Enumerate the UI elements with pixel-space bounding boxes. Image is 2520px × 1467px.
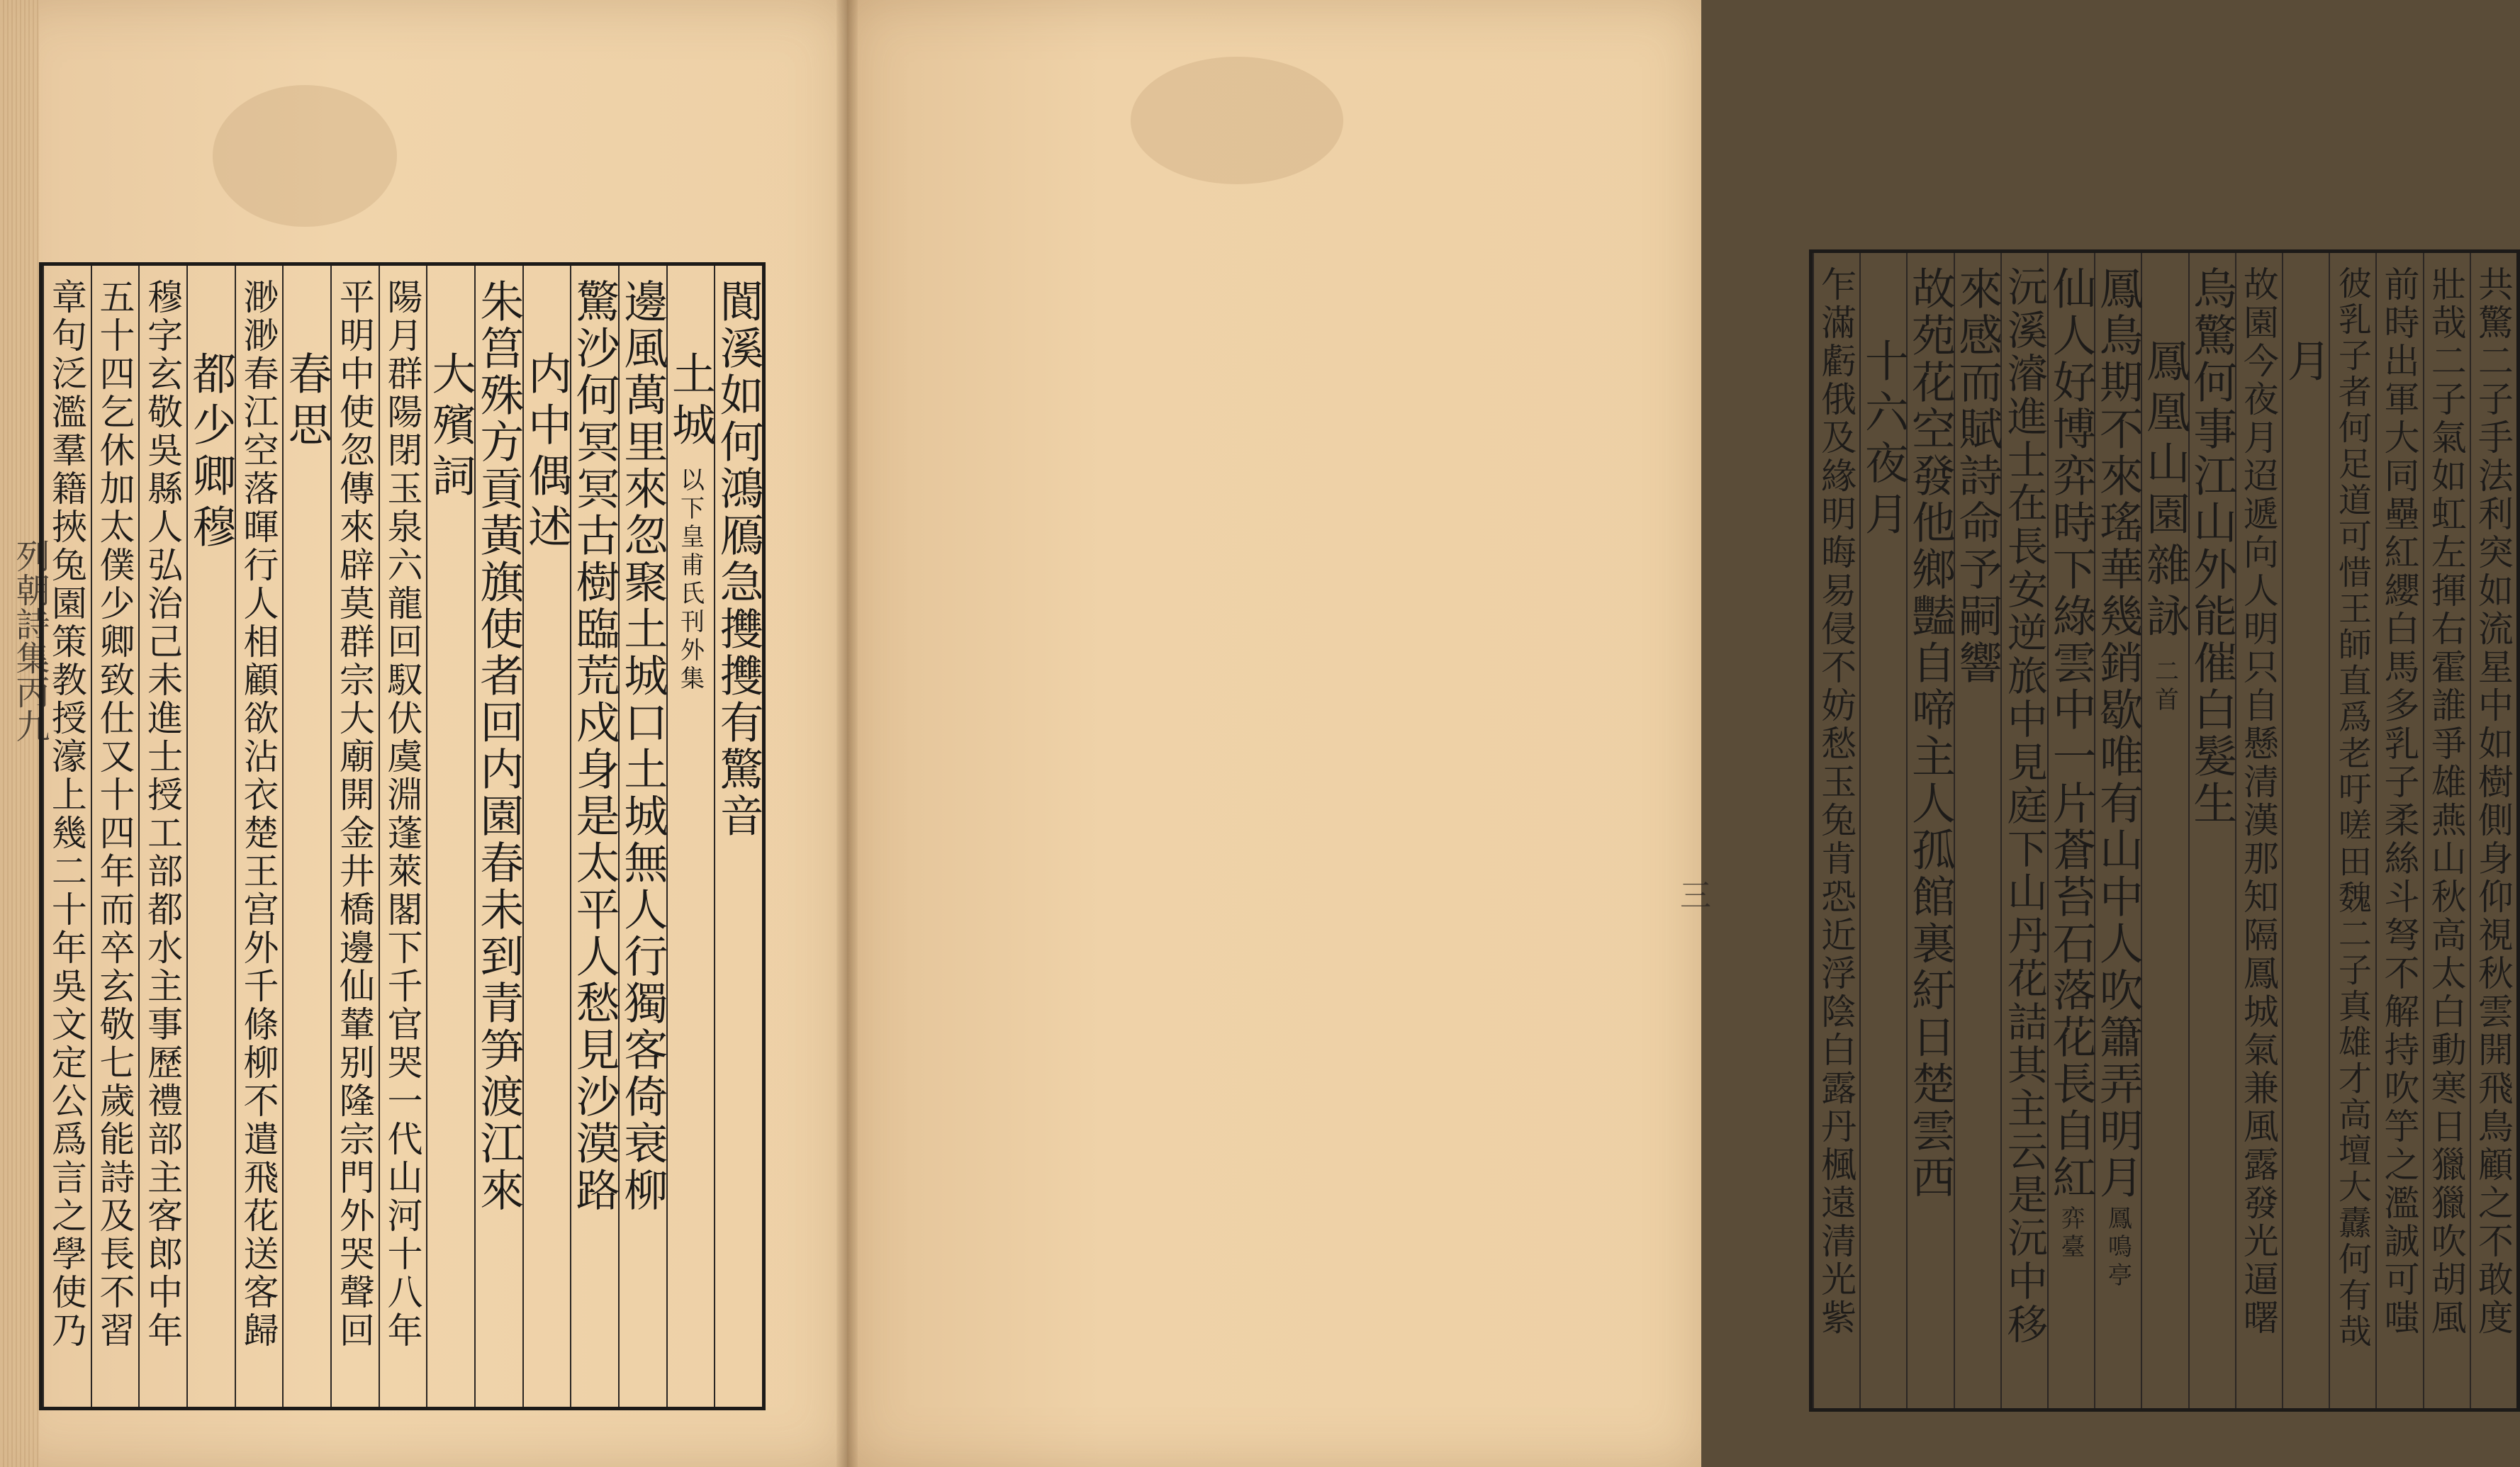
poem-title: 月 bbox=[2280, 338, 2332, 389]
poem-title: 大殯詞 bbox=[425, 351, 477, 504]
text-column bbox=[235, 266, 283, 1407]
poem-title: 春思 bbox=[281, 351, 333, 453]
text-column bbox=[618, 266, 666, 1407]
text-column bbox=[569, 266, 621, 1407]
annotation-note: 弈臺 bbox=[2056, 1205, 2085, 1262]
poem-title: 都少卿穆 bbox=[184, 351, 237, 555]
text-column bbox=[1951, 253, 2003, 1408]
annotation-note: 二首 bbox=[2150, 658, 2179, 715]
text-column bbox=[666, 266, 715, 1407]
text-line: 渺渺春江空落暉行人相顧欲沾衣楚王宫外千條柳不遣飛花送客歸 bbox=[237, 279, 279, 1350]
text-line: 平明中使忽傳來辟莫群宗大廟開金井橋邊仙輦别隆宗門外哭聲回 bbox=[333, 279, 375, 1350]
text-column bbox=[1904, 253, 1956, 1408]
text-column bbox=[2329, 253, 2375, 1408]
text-column bbox=[2375, 253, 2422, 1408]
text-column bbox=[281, 266, 333, 1407]
text-column bbox=[2139, 253, 2191, 1408]
text-column bbox=[712, 266, 765, 1407]
text-line: 乍滿虧俄及緣明晦易侵不妨愁玉兔肯恐近浮陰白露丹楓遠清光紫 bbox=[1815, 266, 1857, 1337]
text-line: 閬溪如何鴻鴈急㩳㩳有驚音 bbox=[712, 279, 765, 840]
text-column bbox=[2000, 253, 2047, 1408]
text-column bbox=[522, 266, 571, 1407]
text-column bbox=[2423, 253, 2470, 1408]
text-column bbox=[330, 266, 379, 1407]
text-line: 章句泛濫羣籍挾兔園策教授濠上幾二十年吳文定公爲言之學使乃 bbox=[45, 279, 87, 1350]
text-line: 驚沙何冥冥古樹臨荒戍身是太平人愁見沙漠路 bbox=[569, 279, 621, 1214]
text-column bbox=[186, 266, 235, 1407]
text-column bbox=[1857, 253, 1910, 1408]
text-column bbox=[2185, 253, 2238, 1408]
text-line: 壯哉二子氣如虹左揮右霍誰爭雄燕山秋高太白動寒日獵獵吹胡風 bbox=[2425, 266, 2467, 1337]
text-line: 鳳鳥期不來瑤華幾銷歇唯有山中人吹簫弄明月 bbox=[2092, 266, 2144, 1201]
text-line: 五十四乞休加太僕少卿致仕又十四年而卒玄敬七歲能詩及長不習 bbox=[94, 279, 135, 1350]
left-page bbox=[0, 0, 847, 1467]
text-column bbox=[2470, 253, 2516, 1408]
text-line: 故苑花空發他鄉豔自啼主人孤館裏紆日楚雲西 bbox=[1904, 266, 1956, 1201]
text-line: 邊風萬里來忽聚土城口土城無人行獨客倚衰柳 bbox=[616, 279, 668, 1214]
text-column bbox=[91, 266, 139, 1407]
text-line: 穆字玄敬吳縣人弘治己未進士授工部都水主事歷禮部主客郎中年 bbox=[142, 279, 184, 1350]
right-text-frame bbox=[1809, 249, 2520, 1412]
text-column bbox=[425, 266, 477, 1407]
text-line: 烏驚何事江山外能催白髮生 bbox=[2185, 266, 2238, 827]
right-page bbox=[847, 0, 2514, 1467]
text-line: 共驚二子手法利突如流星中如樹側身仰視秋雲開飛鳥顧之不敢度 bbox=[2472, 266, 2514, 1337]
edge-label: 列朝詩集丙九 bbox=[10, 539, 50, 743]
text-line: 朱筥殊方貢黃旗使者回内園春未到青笋渡江來 bbox=[472, 279, 525, 1214]
text-column bbox=[1813, 253, 1859, 1408]
paper-stain bbox=[1131, 57, 1343, 184]
text-line: 仙人好博弈時下綠雲中一片蒼苔石落花長自紅 bbox=[2045, 266, 2098, 1201]
edge-label-bottom: 三 bbox=[1674, 879, 1710, 910]
text-column bbox=[379, 266, 427, 1407]
text-column bbox=[472, 266, 525, 1407]
annotation-note: 鳳鳴亭 bbox=[2103, 1205, 2132, 1291]
text-line: 陽月群陽閉玉泉六龍回馭伏虞淵蓬萊閣下千官哭一代山河十八年 bbox=[381, 279, 423, 1350]
text-line: 來感而賦詩命予嗣響 bbox=[1951, 266, 2003, 687]
poem-title: 土城 bbox=[664, 351, 717, 453]
annotation-note: 以下皇甫氏刊外集 bbox=[676, 467, 705, 694]
text-line: 故園今夜月迢遞向人明只自懸清漢那知隔鳳城氣兼風露發光逼曙 bbox=[2237, 266, 2279, 1337]
text-column bbox=[43, 266, 91, 1407]
left-text-frame bbox=[39, 262, 766, 1410]
paper-stain bbox=[213, 85, 397, 227]
text-column bbox=[2092, 253, 2144, 1408]
text-line: 沅溪濬進士在長安逆旅中見庭下山丹花詰其主云是沅中移 bbox=[2000, 266, 2048, 1347]
text-line: 彼乳子者何足道可惜王師直爲老吁嗟田魏二子真雄才高壇大纛何有哉 bbox=[2332, 266, 2372, 1350]
text-line: 前時出軍大同壘紅纓白馬多乳子柔絲斗弩不解持吹竽之濫誠可嗤 bbox=[2378, 266, 2420, 1337]
poem-title: 鳳凰山園雜詠 bbox=[2139, 338, 2191, 644]
text-column bbox=[2280, 253, 2332, 1408]
poem-title: 十六夜月 bbox=[1857, 338, 1910, 542]
text-column bbox=[2235, 253, 2282, 1408]
poem-title: 内中偶述 bbox=[520, 351, 573, 555]
text-column bbox=[138, 266, 186, 1407]
text-column bbox=[2045, 253, 2098, 1408]
book-gutter bbox=[836, 0, 858, 1467]
